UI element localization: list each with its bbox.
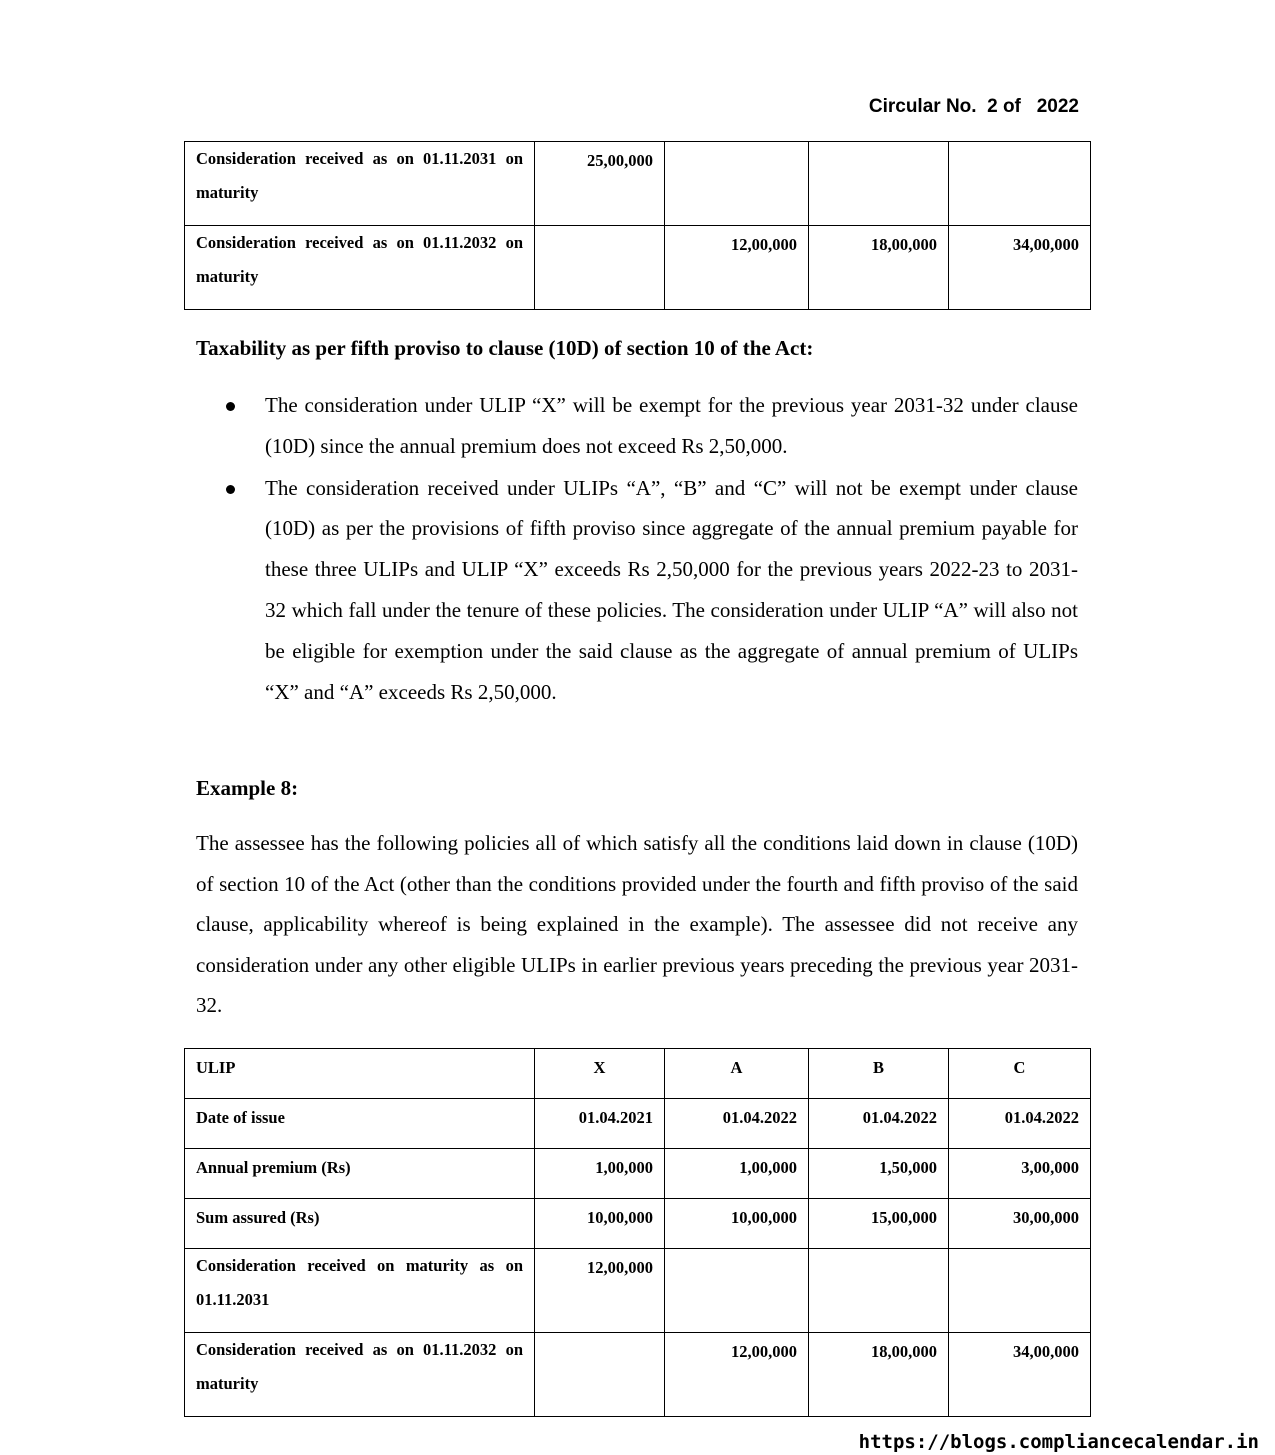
- cell-c: [949, 142, 1091, 226]
- list-item: [265, 385, 1078, 467]
- cell-a: 12,00,000: [665, 1333, 809, 1417]
- table-row: [185, 1333, 1091, 1417]
- column-header-b: B: [809, 1049, 949, 1099]
- row-label: Consideration received as on 01.11.2032 on maturity: [185, 1333, 535, 1417]
- circular-number: Circular No. 2 of 2022: [868, 96, 1079, 117]
- cell-a: [665, 142, 809, 226]
- example-heading: Example 8:: [196, 776, 299, 800]
- cell-c: 34,00,000: [949, 226, 1091, 310]
- column-header-x: X: [535, 1049, 665, 1099]
- cell-x: 10,00,000: [535, 1199, 665, 1249]
- cell-b: [809, 142, 949, 226]
- ulip-policies-table: [184, 1048, 1091, 1417]
- cell-x: 1,00,000: [535, 1149, 665, 1199]
- table-row: [185, 226, 1091, 310]
- cell-c: 30,00,000: [949, 1199, 1091, 1249]
- table-row: [185, 1199, 1091, 1249]
- cell-x: 01.04.2021: [535, 1099, 665, 1149]
- ulip-consideration-table: [184, 141, 1091, 310]
- table-row: [185, 142, 1091, 226]
- cell-x: 12,00,000: [535, 1249, 665, 1333]
- cell-b: 15,00,000: [809, 1199, 949, 1249]
- table-row: [185, 1149, 1091, 1199]
- cell-x: 25,00,000: [535, 142, 665, 226]
- bullet-text: The consideration received under ULIPs “A”, “B” and “C” will not be exempt under clause (10D) as per the provisions of fifth proviso since aggregate of the annual premium payable for these three ULIPs and ULIP “X” exceeds Rs 2,50,000 for the previous years 2022-23 to 2031-32 which fall under the tenure of these policies. The consideration under ULIP “A” will also not be eligible for exemption under the said clause as the aggregate of annual premium of ULIPs “X” and “A” exceeds Rs 2,50,000.: [265, 475, 1078, 704]
- row-label: Consideration received as on 01.11.2031 on maturity: [185, 142, 535, 226]
- cell-a: [665, 1249, 809, 1333]
- list-item: [265, 468, 1078, 713]
- row-label: Consideration received as on 01.11.2032 on maturity: [185, 226, 535, 310]
- bullet-icon: [226, 485, 235, 494]
- cell-a: 10,00,000: [665, 1199, 809, 1249]
- example-paragraph: The assessee has the following policies all of which satisfy all the conditions laid down in clause (10D) of section 10 of the Act (other than the conditions provided under the fourth and fifth proviso of the said clause, applicability whereof is being explained in the example). The assessee did not receive any consideration under any other eligible ULIPs in earlier previous years preceding the previous year 2031-32.: [196, 831, 1078, 1018]
- column-header-ulip: ULIP: [185, 1049, 535, 1099]
- taxability-bullets: [196, 385, 1078, 713]
- cell-b: 18,00,000: [809, 226, 949, 310]
- cell-c: [949, 1249, 1091, 1333]
- bullet-icon: [226, 402, 235, 411]
- cell-b: 01.04.2022: [809, 1099, 949, 1149]
- cell-x: [535, 1333, 665, 1417]
- cell-x: [535, 226, 665, 310]
- cell-b: 18,00,000: [809, 1333, 949, 1417]
- cell-b: [809, 1249, 949, 1333]
- taxability-heading: Taxability as per fifth proviso to clause (10D) of section 10 of the Act:: [196, 336, 814, 360]
- bullet-text: The consideration under ULIP “X” will be exempt for the previous year 2031-32 under clause (10D) since the annual premium does not exceed Rs 2,50,000.: [265, 393, 1078, 458]
- cell-c: 34,00,000: [949, 1333, 1091, 1417]
- row-label: Sum assured (Rs): [185, 1199, 535, 1249]
- cell-c: 3,00,000: [949, 1149, 1091, 1199]
- cell-b: 1,50,000: [809, 1149, 949, 1199]
- row-label: Annual premium (Rs): [185, 1149, 535, 1199]
- column-header-c: C: [949, 1049, 1091, 1099]
- source-url: https://blogs.compliancecalendar.in: [858, 1431, 1259, 1453]
- cell-a: 1,00,000: [665, 1149, 809, 1199]
- row-label: Date of issue: [185, 1099, 535, 1149]
- cell-a: 12,00,000: [665, 226, 809, 310]
- table-row: [185, 1249, 1091, 1333]
- cell-c: 01.04.2022: [949, 1099, 1091, 1149]
- table-row: [185, 1099, 1091, 1149]
- column-header-a: A: [665, 1049, 809, 1099]
- cell-a: 01.04.2022: [665, 1099, 809, 1149]
- row-label: Consideration received on maturity as on 01.11.2031: [185, 1249, 535, 1333]
- table-header-row: [185, 1049, 1091, 1099]
